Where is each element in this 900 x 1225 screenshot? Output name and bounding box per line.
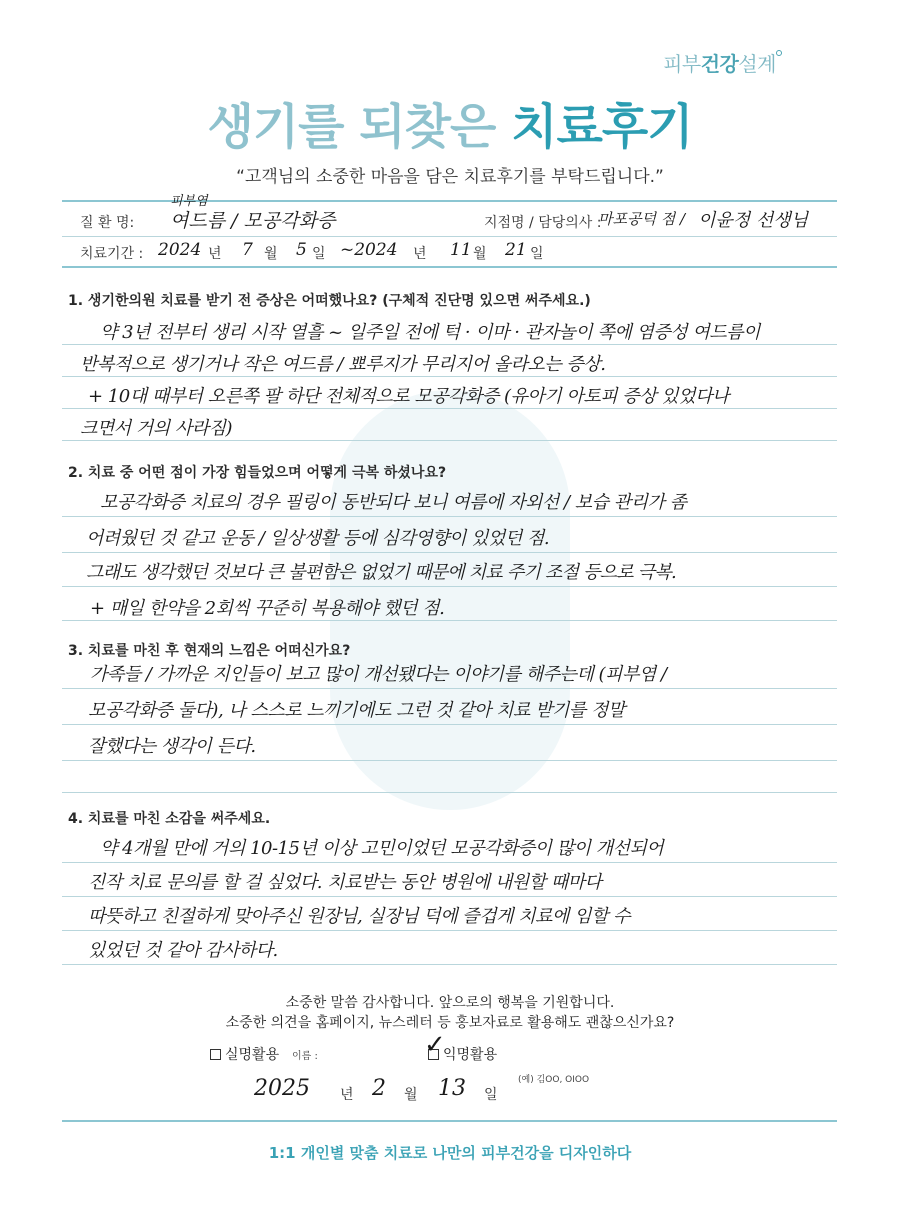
ruled-line (62, 586, 837, 587)
footer-slogan: 1:1 개인별 맞춤 치료로 나만의 피부건강을 디자인하다 (268, 1144, 632, 1162)
answer-4-line: 따뜻하고 친절하게 맞아주신 원장님, 실장님 덕에 즐겁게 치료에 임할 수 (88, 906, 630, 927)
brand-bold: 건강 (700, 52, 739, 76)
date-day-unit: 일 (484, 1087, 498, 1103)
closing-thanks: 소중한 말씀 감사합니다. 앞으로의 행복을 기원합니다. (285, 995, 615, 1011)
ruled-line (62, 862, 837, 863)
real-name-option[interactable] (210, 1044, 279, 1064)
footer-divider (62, 1120, 837, 1122)
period-start-month: 7 (242, 240, 253, 260)
answer-1-line: 반복적으로 생기거나 작은 여드름 / 뾰루지가 무리지어 올라오는 증상. (80, 354, 606, 375)
date-year: 2025 (254, 1076, 310, 1101)
ruled-line (62, 688, 837, 689)
ruled-line (62, 552, 837, 553)
date-month: 2 (372, 1076, 386, 1101)
name-example: (예) 김OO, OIOO (518, 1075, 590, 1085)
period-end-year: ~2024 (340, 240, 398, 260)
period-end-day: 21 (505, 240, 527, 260)
question-2: 2. 치료 중 어떤 점이 가장 힘들었으며 어떻게 극복 하셨나요? (68, 465, 447, 481)
ruled-line (62, 440, 837, 441)
year-unit: 년 (208, 246, 222, 262)
answer-2-line: + 매일 한약을 2회씩 꾸준히 복용해야 했던 점. (90, 598, 445, 619)
ruled-line (62, 724, 837, 725)
disease-note: 피부염 (170, 194, 208, 209)
real-name-label: 실명활용 (225, 1047, 280, 1063)
answer-1-line: 약 3년 전부터 생리 시작 열흘 ~ 일주일 전에 턱 · 이마 · 관자놀이 쪽에 염증성 여드름이 (100, 322, 760, 343)
title-part1: 생기를 되찾은 (207, 99, 496, 155)
brand-suffix: 설계 (738, 52, 776, 76)
answer-1-line: 크면서 거의 사라짐) (80, 418, 233, 439)
page-title (0, 88, 900, 157)
period-end-month: 11 (450, 240, 472, 260)
checkbox-real-name[interactable] (210, 1049, 221, 1060)
day-unit: 일 (312, 246, 326, 262)
month-unit: 월 (473, 246, 487, 262)
ruled-line (62, 930, 837, 931)
date-month-unit: 월 (404, 1087, 418, 1103)
year-unit: 년 (413, 246, 427, 262)
date-year-unit: 년 (340, 1087, 354, 1103)
branch-value: 마포공덕 점 / (598, 210, 686, 228)
answer-3-line: 모공각화증 둘다), 나 스스로 느끼기에도 그런 것 같아 치료 받기를 정말 (88, 700, 625, 721)
answer-2-line: 어려웠던 것 같고 운동 / 일상생활 등에 심각영향이 있었던 점. (86, 528, 550, 549)
ruled-line (62, 344, 837, 345)
disease-label: 질 환 명: (80, 215, 135, 231)
answer-3-line: 잘했다는 생각이 든다. (88, 736, 256, 757)
answer-4-line: 진작 치료 문의를 할 걸 싶었다. 치료받는 동안 병원에 내원할 때마다 (88, 872, 602, 893)
doctor-value: 이윤정 선생님 (698, 210, 809, 231)
anonymous-label: 익명활용 (443, 1047, 498, 1063)
divider (62, 236, 837, 237)
period-label: 치료기간 : (80, 246, 144, 262)
ruled-line (62, 792, 837, 793)
month-unit: 월 (264, 246, 278, 262)
ruled-line (62, 896, 837, 897)
period-start-day: 5 (296, 240, 307, 260)
checkmark-icon: ✓ (424, 1030, 446, 1060)
question-4: 4. 치료를 마친 소감을 써주세요. (68, 811, 271, 827)
answer-4-line: 있었던 것 같아 감사하다. (88, 940, 278, 961)
answer-1-line: + 10대 때부터 오른쪽 팔 하단 전체적으로 모공각화증 (유아기 아토피 증상 있었다나 (88, 386, 729, 407)
answer-3-line: 가족들 / 가까운 지인들이 보고 많이 개선됐다는 이야기를 해주는데 (피부염 / (90, 664, 667, 685)
brand-dot-icon (776, 50, 782, 56)
period-start-year: 2024 (158, 240, 202, 260)
answer-2-line: 모공각화증 치료의 경우 필링이 동반되다 보니 여름에 자외선 / 보습 관리가 좀 (100, 492, 687, 513)
brand-prefix: 피부 (663, 52, 701, 76)
closing-consent-question: 소중한 의견을 홈페이지, 뉴스레터 등 홍보자료로 활용해도 괜찮으신가요? (225, 1015, 675, 1031)
date-day: 13 (438, 1076, 466, 1101)
ruled-line (62, 760, 837, 761)
question-1: 1. 생기한의원 치료를 받기 전 증상은 어떠했나요? (구체적 진단명 있으면 써주세요.) (68, 293, 591, 309)
title-part2: 치료후기 (511, 99, 693, 155)
ruled-line (62, 620, 837, 621)
divider (62, 266, 837, 268)
page-subtitle: “고객님의 소중한 마음을 담은 치료후기를 부탁드립니다.” (236, 167, 664, 187)
ruled-line (62, 964, 837, 965)
day-unit: 일 (530, 246, 544, 262)
ruled-line (62, 516, 837, 517)
disease-value: 여드름 / 모공각화증 (170, 210, 336, 232)
answer-4-line: 약 4개월 만에 거의 10-15년 이상 고민이었던 모공각화증이 많이 개선되어 (100, 838, 664, 859)
question-3: 3. 치료를 마친 후 현재의 느낌은 어떠신가요? (68, 643, 351, 659)
answer-2-line: 그래도 생각했던 것보다 큰 불편함은 없었기 때문에 치료 주기 조절 등으로 극복. (86, 562, 676, 583)
branch-label: 지점명 / 담당의사 : (484, 215, 602, 231)
ruled-line (62, 376, 837, 377)
ruled-line (62, 408, 837, 409)
brand-logo (663, 48, 776, 77)
name-label: 이름 : (292, 1051, 318, 1062)
